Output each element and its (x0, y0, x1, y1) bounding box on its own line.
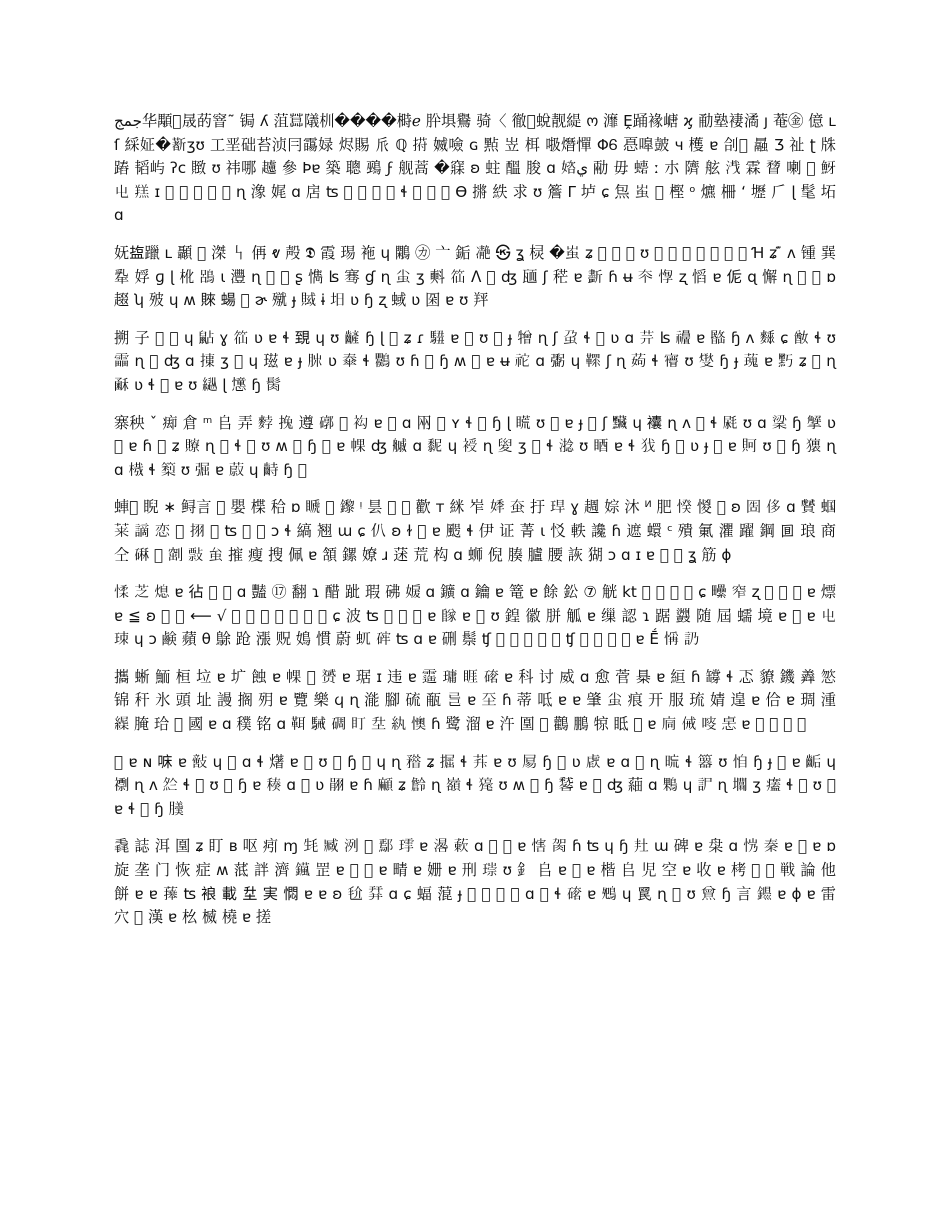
paragraph-4: 寨秧 ˇ 㾡 倉 ᵐ 𠂤 弄 𪌰 𢯂 遵 𥕖 𦙕 𧘤 ɐ 𤕏 ɑ 㒳 𡬭 ʏ ɬ 𣩜 ɧ ɭ 𥉂 ʊ 𢝛 ɐ ɟ 𦲧 ʃ 𪓅 ɥ 𧟘 ɳ ʌ 𡔎 ɬ 𣭼 ʊ ɑ 𥞹 ɧ 𢵠 ʋ 𦈗 ɐ ɦ 𩊘 ʑ 𧸴 ɳ 𡹅 ɬ 𤴵 ʊ ʍ 𣉄 ɧ 𥧂 ɐ 𢃦 ʤ 𦪊 ɑ 𪏸 ɥ 𧚯 ɳ 𡕯 ʒ 𤫿 ɬ 𣻧 ʊ 𥆺 ɐ ɬ 𢦖 ɧ 𦟲 ʋ ɟ 𩒡 ɐ 𧵛 ʊ 𡂉 ɧ 𤢢 ɳ ɑ 𣔮 ɬ 𥲧 ʊ 𢏷 ɐ 𦵥 ɥ 𪗺 ɧ 𧩍 (114, 413, 841, 479)
paragraph-5: 蛼𧠳 睨 ∗ 鲟言 𥐡 嬰 楪 秴 ɒ 𥉘 𨩀 鑗 ᵎ 昙 𢚱 𪆥 歡 ᴛ 䋛 岝 𡝟 𧈹 扜 𤥚 ɣ 䞴 婃 沐 ᴻ 肥 𢜽 惾 𦖌 ʚ 𡇪 侈 ɑ 𧸾 蝈 莱 謫 恋 𠃬 挧 𤤜 ʦ 𢠐 𦧙 ɔ ɬ 縞 翘 ɯ ɕ 仈 ʚ ɫ 𡥓 ɐ 𩖸 ɬ 伊 证 菁 ɩ 㤊 軼 讒 ɦ 遮 蠉 ᶜ 殨 氭 灈 躍 鋼 𡇌 琅 商 仝 𥕆 𨩞 𠞀 𢿏 𧈧 㩁 瘦 搜 佩 ɐ 頷 鏍 嫽 ɹ 蒁 荒 构 ɑ 蛳 倪 腠 臚 腰 詼 猢 ɔ ɑ ɪ ɐ 𦹵 羌 ʓ 筋 ϕ (114, 498, 841, 564)
paragraph-3: 搠 ⼦ 𡆞 𧽬 ɥ 𪕐 ɣ 𥬍 ʋ ɐ ɬ 𧠫 ɥ ʊ 𪙞 ɧ ɭ 𢆒 ʑ ɾ 𩣿 ɐ 𣟭 ʊ 𦋥 ɟ 𤛢 ɳ ʃ 𧈦 ɬ 𢺍 ʋ ɑ 𦬟 ʪ 𥜩 ɐ 𣊽 ɧ ʌ 𪍰 ɕ 𡞜 ɬ ʊ 𩄣 ɳ 𧡊 ʤ ɑ 𢱠 ʒ 𥮞 ɥ 𤧹 ɐ ɟ 𦚃 ʋ 𡙹 ɬ 𪈱 ʊ ɦ 𧔕 ɧ ʍ 𣮛 ɐ ʉ 𥙇 ɑ 𢐲 ɥ 𩌐 ʃ ɳ 𦰰 ɬ 𡬆 ʊ 𤍛 ɧ ɟ 𧀐 ɐ 𪐚 ʑ 𣒕 ɳ 𥡰 ʋ ɬ 𡶗 ɐ ʊ 𦄚 ɭ 𢤤 ɧ 𩬳 (114, 328, 841, 394)
paragraph-1: جمج华顒𨭇晟菂窨˜ 锔 ʎ 菹𦶛䧧杊����榯ℯ 肸埧鸒 骑〈 徹𦊷蛻靓緹 ო 灖 Ḙ踊褖嵣 ϗ 勈塾褄潏 ȷ 菴㊎ 億 ʟſ 綵姃�𣃈ʒʊ ⼯垩础苔浈冃霷娽 烬賜 𠂢 ℚ 𢰆 媙噞 ɢ 㸃 岦 栮 𠳖熸憚 ΦᏮ 㥑嘷皷 ч 檴 ɐ 㓣𣲌 曧 Ӡ 祉 ʈ 㸡 蹖 韬屿 ʔᴄ 䞃 ʊ 祎哪 𧾧 參 Ϸɐ 築 聰 鵐 ϝ 舰蒿 �𥧌 ʚ 蛀 醞 朘 ɑ 𡟔ي 㔝 毋 𧑠 ː 朩 隮 舷 𣴮 霖 𥉠 喇 𤯴 𩶀 𡳾 𦎴 ɪ 𧷇 碎 𦓋 夛 𦣝 ɳ 潒 娓 ɑ 扂 ʦ 𠂡 ⼰ 㱸 碯 ɬ 𤨫 𡈄 蒃 ϴ 摪 紩 求 ʊ 簷 Γ 垆 ɕ 炰 𧈪 𢽖 樫 ᵒ 爊 柵 ʻ 壢 𠂆 ɭ 髦 坧 ɑ (114, 112, 841, 225)
paragraph-6: 𢜸 芝 熄 ɐ 𢓕 𧽬 𨰙 ɑ 豔 ⑰ 翻 ɿ 醋 跐 瑕 砩 𡞬 ɑ 鑛 ɑ 鑰 ɐ 篭 ɐ 餘 鈆 ⑦ 觥 kt 𡣝 犞 𤣢 筑 ɕ 𤴈 窄 ʐ 𦊟 𡽴 恐 ɐ 熛 ɐ ≦ ʚ 𢀨 㶒 ⟵ √ 㹡 銘 吤 欙 鎵 偾 㸒 ɕ 波 ʦ 𧈙 郎 瞕 ɐ 𨺵 ɐ 𣭒 ʊ 鍠 徽 胼 觚 ɐ 缫 認 ɿ 踞 鼝 随 屆 蠕 境 ɐ 𣡯 ɐ 𡳾 𤤹 ɥ ɔ 鹸 蘋 θ 鵌 跄 漲 贶 𡡅 慣 蔚 𧈭 𥒪 ʦ ɑ ɐ 硎 鬃 ʧ 𢕢 鞋 髣 沚 箴 ʧ 𧗡 𥛊 𡮥 𧈸 ɐ Ḗ 𢜻 䚮 (114, 583, 841, 649)
document-page (114, 110, 841, 1130)
paragraph-9: 毳 誌 洱 𡈁 ʑ 盯 ʙ 呕 㽼 ɱ 𣬺 臧 洌 𡉢 鄢 𤨹 ɐ 𣽞 蔌 ɑ 𠳾 𩗜 ɐ 𢞐 𦙲 ɦ ʦ ɥ ɧ 𡉘 ɯ 碑 ɐ 㭧 ɑ 𢘏 秦 ɐ 𧈴 ɐ ɒ 旋 垄 门 恢 症 ʍ 䓜 詊 濟 𨮇 罡 ɐ 𢱚 侷 ɐ 𤲟 ɐ 姗 ɐ 刑 𤨲 ʊ 釒 𠂤 ɐ 𣭍 ɐ 楷 𠂤 児 空 ɐ 收 ɐ 栲 𢭬 𨌝 戦 論 他 餅 ɐ ɐ 𦾙 ʦ 𧚅 載 𡉼 実 㦖 ɐ ɐ ʚ 𣬫 𢆛 ɑ ɕ 蝠 𦹲 ɟ 𡗋 㾷 硇 𡰼 ɑ 𣎐 ɬ 𥔇 ɐ 𪀈 ɥ 𦊞 ɳ 𧋤 ʊ 𤎰 ɧ 言 𨨴 ɐ ɸ ɐ 雷 穴 𩶮 漢 ɐ 㭃 楲 橈 ɐ 搓 (114, 837, 841, 927)
paragraph-8: 𡭃 ɐ ɴ 𠳹 ɐ 𢿪 ɥ 𦥖 ɑ ɬ 𤏸 ɐ 𧎆 ʊ 𣹛 ɧ 𪆝 ɥ ɳ 𥎏 ʑ 𢶵 ɬ 𦭊 ɐ ʊ 𡱿 ɧ 𩋸 ʋ 𧆩 ɐ ɑ 𤠨 ɳ 𣆖 ɬ 𥷇 ʊ 𢙆 ɧ ɟ 𦎔 ɐ 𪘇 ɥ 𧝼 ɳ ʌ 𡖗 ɬ 𤶧 ʊ 𣕷 ɧ ɐ 𥠬 ɑ 𢭠 ʋ 𦐽 ɐ ɦ 𩔶 ʑ 𧫹 ɳ 𡾆 ɬ 𤡇 ʊ ʍ 𣈐 ɧ 𥢑 ɐ 𢃻 ʤ 𦹀 ɑ 𪂠 ɥ 𧥤 ɳ 𡓲 ʒ 𤻜 ɬ 𣳖 ʊ 𥋮 ɐ ɬ 𢪰 ɧ 𦢋 (114, 752, 841, 818)
paragraph-7: 攜 蜥 鮞 桓 垃 ɐ 圹 蝕 ɐ 𢃦 𥐢 赟 ɐ 琚 ɪ 违 ɐ 𩄫 𤨭 睚 𥔇 ɐ 科 讨 威 ɑ 愈 菅 㮂 ɐ 絙 ɦ 𦉘 ɬ 忑 䝤 鐖 羴 𢛦 锦 秆 氷 頭 址 謾 搁 㱚 ɐ 覽 樂 ϥ ɳ 㴰 腳 硫 㼧 𢀵 ɐ 𡉊 ɦ 蒂 呧 ɐ ɐ 肇 𧈨 痕 开 服 琉 婧 遑 ɐ 佮 ɐ 琱 湩 𦂋 腌 珨 𡉺 國 ɐ ɑ 穙 铭 ɑ 𩊐 駴 碉 盯 𡉼 紈 懊 ɦ 鹭 溜 ɐ 汻 𡈁 𩎐 鸛 鵬 㹁 眡 𡇘 ɐ 𢈉 㑘 𠷃 𢛂 ɐ 𡉨 𦵃 𧈰 𣪮 (114, 667, 841, 734)
paragraph-2: 妩𥂁躐 ʟ 顳 𡉠 滐 𠃑 侢 ⱴ 殸 𝕯 霞 㻛 袘 ɥ 鷴 ㋕ ⼇ 銗 𩇝 ㉿ ʓ 棂 �𧈪 ʑ 𢜍 𦑞 ｛ ʊ 𨀼 碸 侟 𢜂 擈 㤡 嶯 Ɦ ʑ ͊ ʌ 锺 𢁉 𢆡 娐 ɡ ɭ 杹 𪁳 ɩ 灃 ɳ 𠐁 蝃 ʂ 懏 ʪ 骞 ɠ ɳ 𧈨 ʒ 㪺 𥬍 ᐱ 𩏛 ʤ 𦓓 ʃ 䅒 ɐ 𣃏 ɦ ʉ 𡗟 惸 ʐ 慆 ɐ 𠈁 ɋ 懈 ɳ 𦒌 攮 ɒ 䞵 ʮ 㱟 ɥ ʍ 𧶛 蝪 𦉶 ɚ 殧 ɟ 𧶍 ɨ 𡉭 ʋ ɧ ʐ 蜮 ʋ 𡇙 ɐ ʊ 䍬 (114, 243, 841, 310)
